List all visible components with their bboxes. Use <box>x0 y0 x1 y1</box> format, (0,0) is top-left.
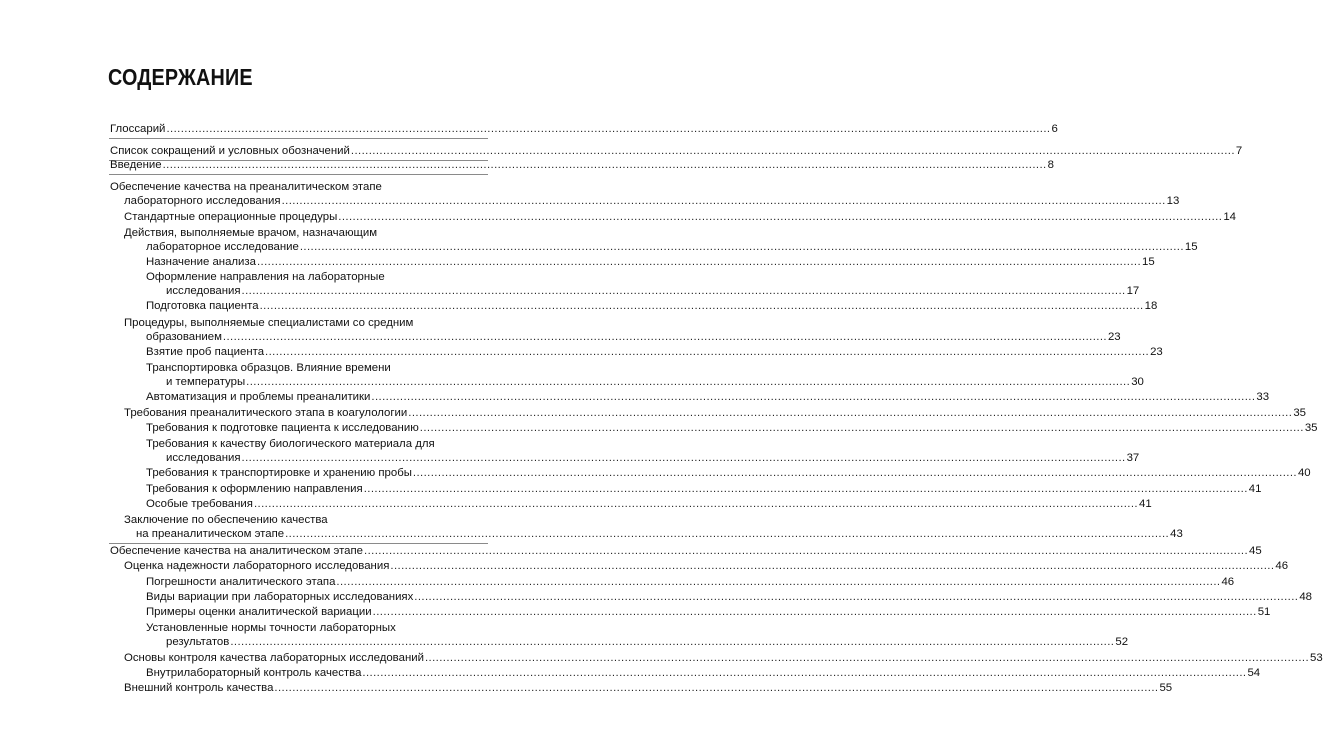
dot-leader <box>246 375 1130 389</box>
toc-page-number: 7 <box>1235 145 1243 157</box>
toc-entry-label: Стандартные операционные процедуры <box>124 211 338 223</box>
toc-entry[interactable] <box>146 437 435 451</box>
toc-page-number: 35 <box>1293 407 1306 419</box>
divider <box>109 174 488 175</box>
dot-leader <box>223 330 1107 344</box>
toc-entry[interactable] <box>146 605 1271 619</box>
toc-page-number: 18 <box>1144 300 1158 312</box>
toc-entry-label: Особые требования <box>146 498 253 510</box>
toc-page-number: 51 <box>1257 606 1271 618</box>
toc-page-number: 23 <box>1107 331 1121 343</box>
dot-leader <box>254 497 1138 511</box>
dot-leader <box>230 635 1114 649</box>
toc-entry[interactable] <box>124 681 1173 695</box>
dot-leader <box>257 255 1141 269</box>
dot-leader <box>336 575 1220 589</box>
toc-entry-label: исследования <box>166 285 241 297</box>
toc-entry-label: лабораторное исследование <box>146 241 299 253</box>
toc-page-number: 8 <box>1047 159 1054 171</box>
toc-entry-continued[interactable] <box>136 527 1183 541</box>
toc-entry-label: и температуры <box>166 376 246 388</box>
toc-page-number: 13 <box>1166 195 1180 207</box>
toc-entry[interactable] <box>146 466 1311 480</box>
toc-page-number: 43 <box>1170 528 1183 540</box>
toc-page-number: 52 <box>1115 636 1129 648</box>
dot-leader <box>362 666 1246 680</box>
toc-entry-continued[interactable] <box>146 240 1198 254</box>
dot-leader <box>371 390 1255 404</box>
toc-entry[interactable] <box>146 361 391 375</box>
toc-entry[interactable] <box>146 255 1155 269</box>
dot-leader <box>285 527 1169 541</box>
dot-leader <box>390 559 1274 573</box>
toc-page-number: 14 <box>1223 211 1236 223</box>
toc-entry-label: Требования преаналитического этапа в коагулологии <box>124 407 408 419</box>
toc-entry-continued[interactable] <box>166 635 1129 649</box>
toc-page-number: 55 <box>1159 682 1173 694</box>
toc-entry-label: Виды вариации при лабораторных исследованиях <box>146 591 414 603</box>
toc-page-number: 53 <box>1310 652 1323 664</box>
toc-page-number: 15 <box>1142 256 1155 268</box>
toc-entry-label: образованием <box>146 331 222 343</box>
toc-entry-label: Требования к подготовке пациента к исследованию <box>146 422 419 434</box>
toc-entry-continued[interactable] <box>146 330 1121 344</box>
toc-page-number: 17 <box>1126 285 1140 297</box>
toc-entry-label: Глоссарий <box>110 123 166 135</box>
toc-entry-label: Обеспечение качества на преаналитическом этапе <box>110 181 382 193</box>
dot-leader <box>413 466 1297 480</box>
dot-leader <box>408 406 1292 420</box>
toc-entry-label: Оценка надежности лабораторного исследования <box>124 560 390 572</box>
dot-leader <box>364 482 1248 496</box>
dot-leader <box>425 651 1309 665</box>
toc-page-number: 54 <box>1247 667 1261 679</box>
toc-entry-label: Примеры оценки аналитической вариации <box>146 606 372 618</box>
toc-entry-label: Подготовка пациента <box>146 300 259 312</box>
toc-entry-label: Назначение анализа <box>146 256 256 268</box>
dot-leader <box>274 681 1158 695</box>
toc-entry[interactable] <box>110 122 1058 136</box>
toc-entry[interactable] <box>146 270 385 284</box>
toc-entry[interactable] <box>124 406 1306 420</box>
toc-entry[interactable] <box>124 513 328 527</box>
toc-entry[interactable] <box>146 575 1235 589</box>
toc-page-number: 35 <box>1304 422 1318 434</box>
dot-leader <box>373 605 1257 619</box>
toc-entry-continued[interactable] <box>124 194 1180 208</box>
dot-leader <box>163 158 1047 172</box>
page-title: СОДЕРЖАНИЕ <box>108 64 253 90</box>
toc-page-number: 33 <box>1256 391 1270 403</box>
toc-entry[interactable] <box>110 544 1262 558</box>
toc-entry[interactable] <box>124 226 377 240</box>
toc-entry-label: Внутрилабораторный контроль качества <box>146 667 362 679</box>
toc-entry-label: Введение <box>110 159 162 171</box>
dot-leader <box>338 210 1222 224</box>
toc-entry-label: Автоматизация и проблемы преаналитики <box>146 391 371 403</box>
toc-entry-label: Транспортировка образцов. Влияние времени <box>146 362 391 374</box>
toc-page-number: 23 <box>1150 346 1163 358</box>
toc-page-number: 37 <box>1126 452 1140 464</box>
toc-entry-label: Внешний контроль качества <box>124 682 274 694</box>
toc-entry[interactable] <box>146 390 1270 404</box>
toc-entry[interactable] <box>124 651 1323 665</box>
toc-entry[interactable] <box>146 299 1158 313</box>
toc-entry-label: на преаналитическом этапе <box>136 528 285 540</box>
toc-entry-label: Погрешности аналитического этапа <box>146 576 336 588</box>
toc-entry-label: Процедуры, выполняемые специалистами со средним <box>124 317 414 329</box>
toc-page-number: 41 <box>1248 483 1262 495</box>
toc-page-number: 6 <box>1051 123 1058 135</box>
toc-entry-continued[interactable] <box>166 375 1144 389</box>
toc-entry[interactable] <box>146 666 1261 680</box>
toc-page-number: 48 <box>1299 591 1313 603</box>
toc-entry-label: исследования <box>166 452 241 464</box>
toc-page-number: 45 <box>1249 545 1262 557</box>
toc-entry-label: лабораторного исследования <box>124 195 281 207</box>
toc-entry-label: Список сокращений и условных обозначений <box>110 145 350 157</box>
toc-page-number: 46 <box>1275 560 1289 572</box>
dot-leader <box>260 299 1144 313</box>
toc-entry-continued[interactable] <box>166 284 1140 298</box>
dot-leader <box>414 590 1298 604</box>
toc-page-number: 40 <box>1297 467 1311 479</box>
dot-leader <box>166 122 1050 136</box>
toc-page-number: 15 <box>1184 241 1198 253</box>
toc-entry-label: Взятие проб пациента <box>146 346 265 358</box>
toc-entry[interactable] <box>124 210 1236 224</box>
dot-leader <box>300 240 1184 254</box>
toc-entry[interactable] <box>146 482 1262 496</box>
toc-entry[interactable] <box>146 421 1318 435</box>
toc-page-number: 46 <box>1221 576 1235 588</box>
toc-entry[interactable] <box>124 559 1289 573</box>
toc-entry-label: результатов <box>166 636 230 648</box>
dot-leader <box>242 284 1126 298</box>
toc-entry-label: Действия, выполняемые врачом, назначающим <box>124 227 378 239</box>
toc-entry-label: Оформление направления на лабораторные <box>146 271 385 283</box>
toc-entry[interactable] <box>146 497 1152 511</box>
toc-entry[interactable] <box>146 590 1313 604</box>
toc-entry[interactable] <box>146 345 1163 359</box>
toc-entry-label: Основы контроля качества лабораторных исследований <box>124 652 424 664</box>
toc-entry-label: Требования к оформлению направления <box>146 483 363 495</box>
toc-page-number: 41 <box>1138 498 1152 510</box>
toc-entry-label: Требования к качеству биологического материала для <box>146 438 435 450</box>
toc-entry[interactable] <box>110 144 1243 158</box>
toc-entry-label: Обеспечение качества на аналитическом этапе <box>110 545 363 557</box>
toc-entry-continued[interactable] <box>166 451 1140 465</box>
toc-entry[interactable] <box>110 180 382 194</box>
toc-page-number: 30 <box>1131 376 1144 388</box>
toc-entry-label: Установленные нормы точности лабораторных <box>146 622 396 634</box>
dot-leader <box>420 421 1304 435</box>
dot-leader <box>265 345 1149 359</box>
toc-entry[interactable] <box>146 621 396 635</box>
dot-leader <box>242 451 1126 465</box>
dot-leader <box>364 544 1248 558</box>
toc-entry[interactable] <box>124 316 413 330</box>
toc-entry-label: Требования к транспортировке и хранению пробы <box>146 467 412 479</box>
toc-entry-label: Заключение по обеспечению качества <box>124 514 328 526</box>
divider <box>109 138 488 139</box>
toc-entry[interactable] <box>110 158 1054 172</box>
dot-leader <box>282 194 1166 208</box>
dot-leader <box>351 144 1235 158</box>
